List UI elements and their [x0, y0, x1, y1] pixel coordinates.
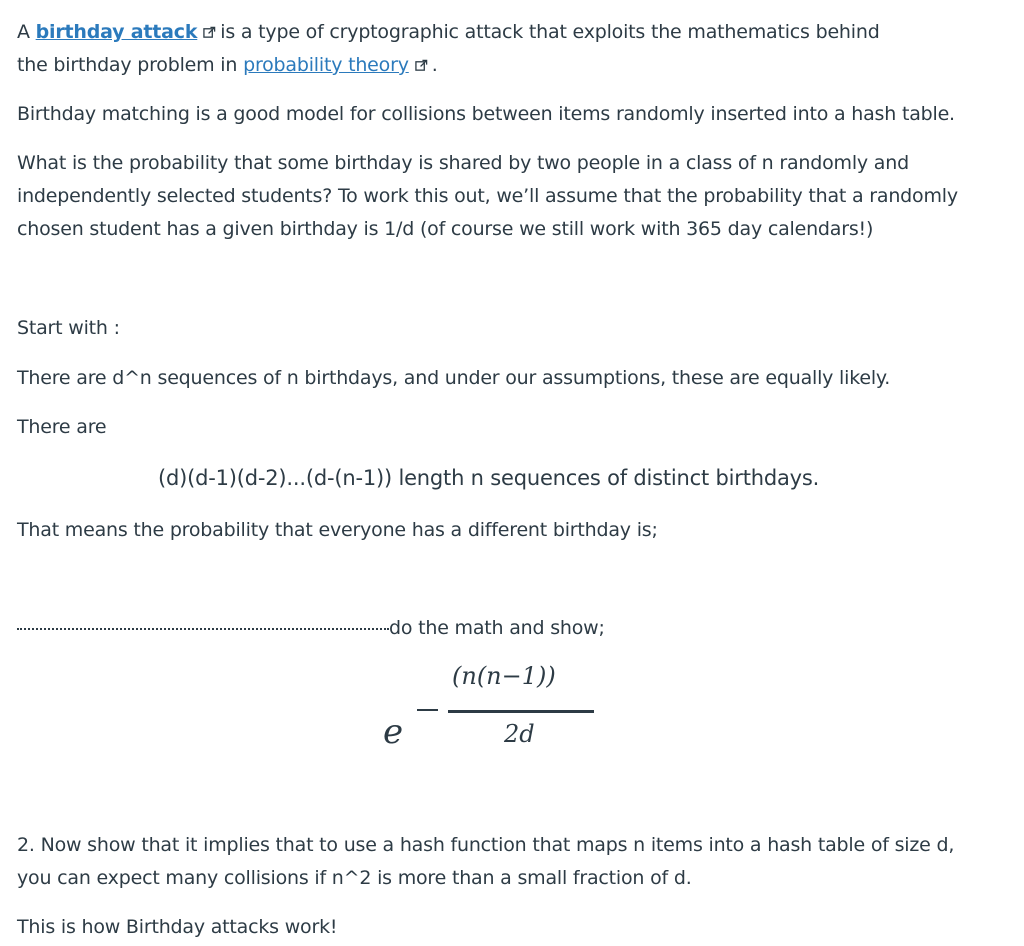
formula-numerator: (n(n−1))	[452, 662, 556, 690]
question-line-2: independently selected students? To work this out, we’ll assume that the probability that a randomly	[17, 185, 958, 207]
sequences-paragraph: There are d^n sequences of n birthdays, and under our assumptions, these are equally likely.	[17, 367, 891, 389]
formula-minus-sign	[417, 709, 438, 711]
model-paragraph: Birthday matching is a good model for collisions between items randomly inserted into a hash table.	[17, 103, 955, 125]
there-are-label: There are	[17, 416, 107, 438]
distinct-sequences-line: (d)(d-1)(d-2)...(d-(n-1)) length n sequences of distinct birthdays.	[158, 466, 820, 490]
do-math-text: do the math and show;	[389, 617, 605, 639]
question-line-3: chosen student has a given birthday is 1/d (of course we still work with 365 day calendars!)	[17, 218, 874, 240]
formula-base: e	[383, 712, 404, 752]
closing-paragraph: This is how Birthday attacks work!	[17, 916, 338, 938]
dotted-leader	[17, 628, 389, 630]
external-link-icon[interactable]	[203, 26, 216, 39]
exponential-formula	[380, 660, 620, 770]
external-link-icon[interactable]	[415, 59, 428, 72]
do-math-line	[17, 612, 605, 645]
step2-line-2: you can expect many collisions if n^2 is more than a small fraction of d.	[17, 867, 692, 889]
birthday-attack-link[interactable]: birthday attack	[35, 21, 198, 43]
formula-denominator: 2d	[504, 720, 535, 748]
question-line-1: What is the probability that some birthday is shared by two people in a class of n randomly and	[17, 152, 909, 174]
intro-line-1: A birthday attack is a type of cryptographic attack that exploits the mathematics behind	[17, 21, 880, 43]
start-with-label: Start with :	[17, 317, 120, 339]
step2-line-1: 2. Now show that it implies that to use a hash function that maps n items into a hash table of size d,	[17, 834, 955, 856]
formula-fraction-bar	[448, 710, 594, 713]
probability-theory-link[interactable]: probability theory	[243, 54, 409, 76]
that-means-paragraph: That means the probability that everyone has a different birthday is;	[17, 519, 658, 541]
intro-line-2: the birthday problem in probability theory .	[17, 54, 438, 76]
